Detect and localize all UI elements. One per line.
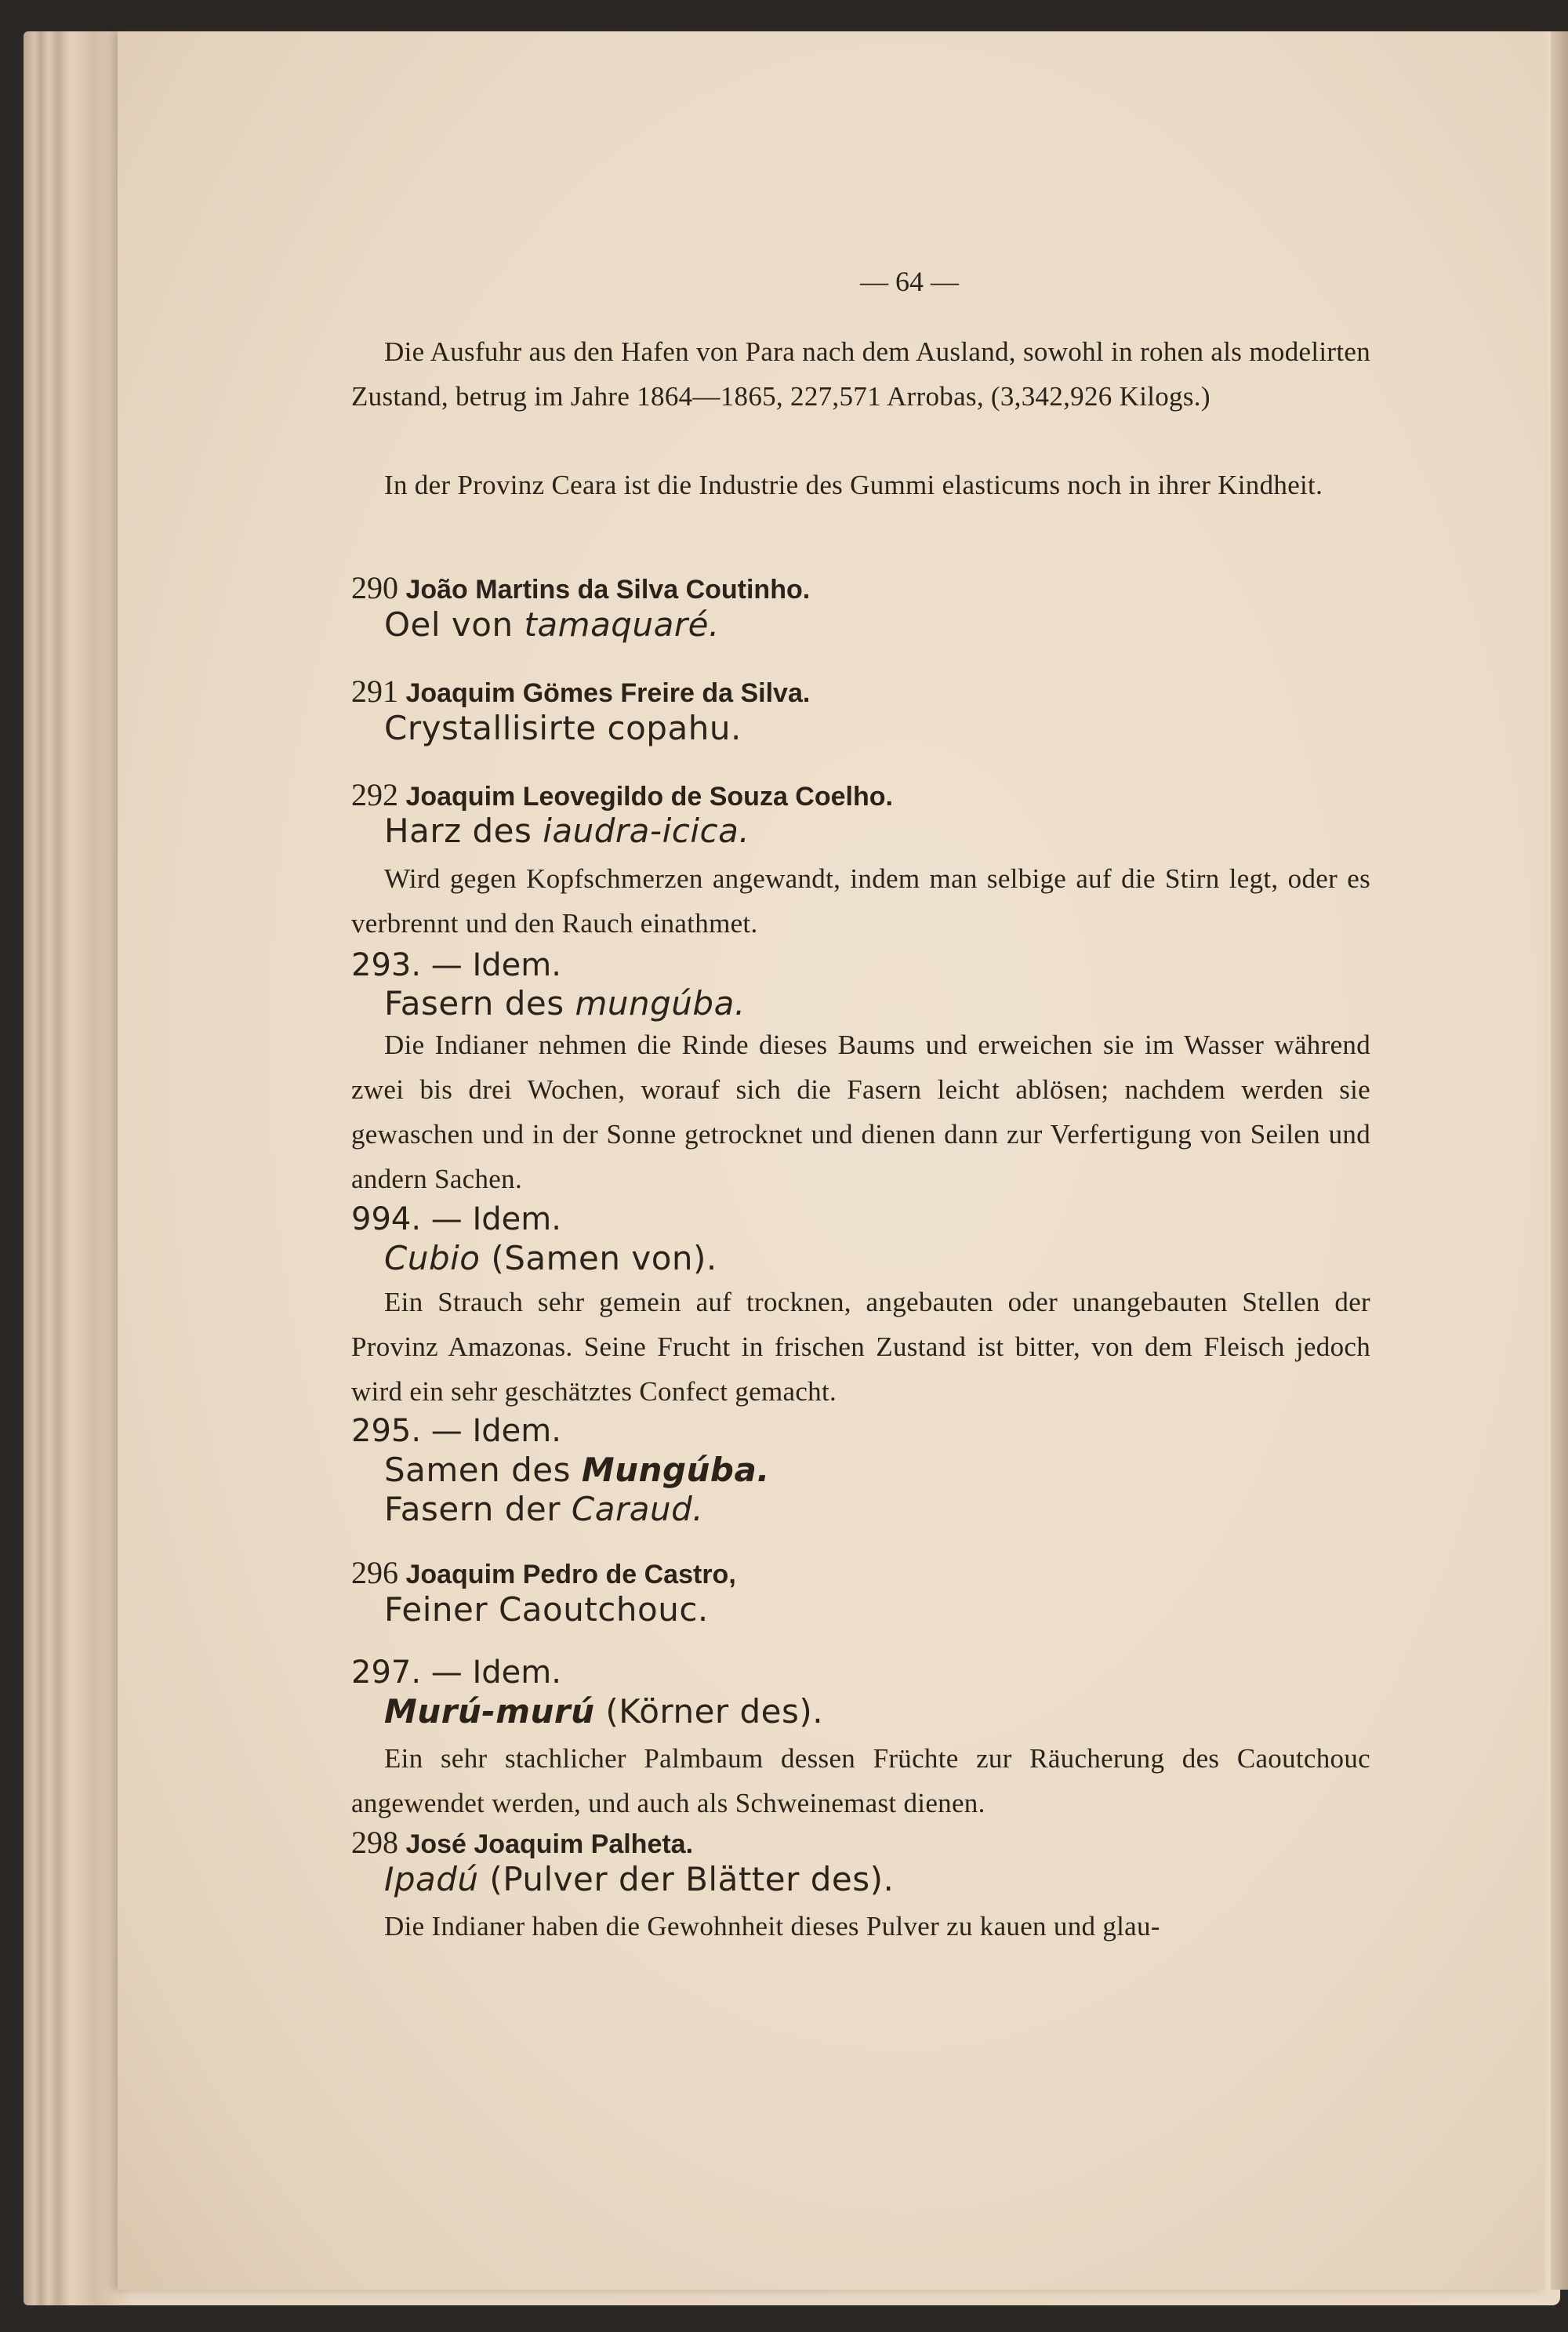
entry-294-heading: [351, 1201, 561, 1237]
entry-number: 293.: [351, 947, 422, 983]
entry-number: 994.: [351, 1201, 422, 1237]
entry-298-line: [384, 1860, 894, 1898]
entry-italic-text: Caraud.: [571, 1490, 704, 1528]
entry-298-heading: [351, 1824, 693, 1861]
entry-idem: — Idem.: [430, 1413, 561, 1449]
entry-text: Fasern der: [384, 1490, 572, 1528]
paragraph-palm: Ein sehr stachlicher Palmbaum dessen Früchte zur Räucherung des Caoutchouc angewendet werden, und auch als Schweinemast dienen.: [351, 1743, 1370, 1818]
entry-294-line: [384, 1239, 717, 1277]
entry-number: 297.: [351, 1655, 422, 1691]
entry-idem: — Idem.: [430, 1655, 561, 1691]
paragraph-shrub: Ein Strauch sehr gemein auf trocknen, angebauten oder unangebauten Stellen der Provinz Amazonas. Seine Frucht in frischen Zustand ist bitter, von dem Fleisch jedoch wird ein sehr geschätztes Confect gemacht.: [351, 1287, 1370, 1407]
entry-italic-text: iaudra-icica.: [543, 812, 750, 850]
entry-text: (Körner des).: [594, 1692, 824, 1731]
entry-name: Joaquim Leovegildo de Souza Coelho.: [405, 782, 893, 812]
paragraph-chewing: Die Indianer haben die Gewohnheit dieses Pulver zu kauen und glau-: [384, 1911, 1160, 1942]
entry-name: José Joaquim Palheta.: [405, 1829, 694, 1859]
entry-296-line: Feiner Caoutchouc.: [384, 1590, 709, 1629]
entry-292-heading: [351, 776, 893, 813]
entry-text: Fasern des: [384, 984, 575, 1023]
entry-290-line: [384, 605, 720, 644]
entry-italic-text: mungúba.: [575, 984, 746, 1023]
paragraph-headache: Wird gegen Kopfschmerzen angewandt, indem man selbige auf die Stirn legt, oder es verbrennt und den Rauch einathmet.: [351, 863, 1370, 939]
entry-idem: — Idem.: [430, 947, 561, 983]
entry-296-heading: [351, 1554, 736, 1591]
entry-295-line-a: [384, 1451, 770, 1489]
facing-page-edge: [1551, 31, 1568, 2290]
entry-297-heading: [351, 1655, 561, 1691]
entry-italic-text: Murú-murú: [384, 1692, 595, 1731]
entry-292-line: [384, 812, 750, 850]
entry-text: Oel von: [384, 605, 524, 644]
entry-295-heading: [351, 1413, 561, 1449]
entry-number: 296: [351, 1555, 398, 1590]
entry-italic-text: tamaquaré.: [524, 605, 720, 644]
entry-text: Samen des: [384, 1451, 582, 1489]
entry-text: Harz des: [384, 812, 543, 850]
entry-293-line: [384, 984, 746, 1023]
paragraph-indians-fibre: Die Indianer nehmen die Rinde dieses Baums und erweichen sie im Wasser während zwei bis drei Wochen, worauf sich die Fasern leicht ablösen; nachdem werden sie gewaschen und in der Sonne getrocknet und dienen dann zur Verfertigung von Seilen und andern Sachen.: [351, 1030, 1370, 1194]
entry-291-heading: [351, 673, 810, 710]
entry-number: 290: [351, 570, 398, 605]
entry-number: 298: [351, 1825, 398, 1860]
entry-italic-text: Mungúba.: [581, 1451, 770, 1489]
entry-293-heading: [351, 947, 561, 983]
entry-name: Joaquim Gömes Freire da Silva.: [405, 678, 811, 708]
entry-text: (Pulver der Blätter des).: [478, 1860, 895, 1898]
entry-number: 292: [351, 777, 398, 812]
paragraph-ceara: In der Provinz Ceara ist die Industrie des Gummi elasticums noch in ihrer Kindheit.: [384, 470, 1323, 500]
entry-italic-text: Cubio: [384, 1239, 481, 1277]
entry-number: 291: [351, 674, 398, 709]
entry-number: 295.: [351, 1413, 422, 1449]
entry-italic-text: Ipadú: [384, 1860, 479, 1898]
entry-text: (Samen von).: [480, 1239, 717, 1277]
entry-297-line: [384, 1692, 823, 1731]
entry-name: João Martins da Silva Coutinho.: [405, 575, 811, 605]
entry-idem: — Idem.: [430, 1201, 561, 1237]
entry-name: Joaquim Pedro de Castro,: [405, 1560, 736, 1589]
page-number: — 64 —: [860, 266, 959, 297]
entry-290-heading: [351, 569, 810, 606]
paragraph-export: Die Ausfuhr aus den Hafen von Para nach dem Ausland, sowohl in rohen als modelirten Zustand, betrug im Jahre 1864—1865, 227,571 Arrobas, (3,342,926 Kilogs.): [351, 336, 1370, 412]
entry-291-line: Crystallisirte copahu.: [384, 709, 742, 747]
entry-295-line-b: [384, 1490, 703, 1528]
